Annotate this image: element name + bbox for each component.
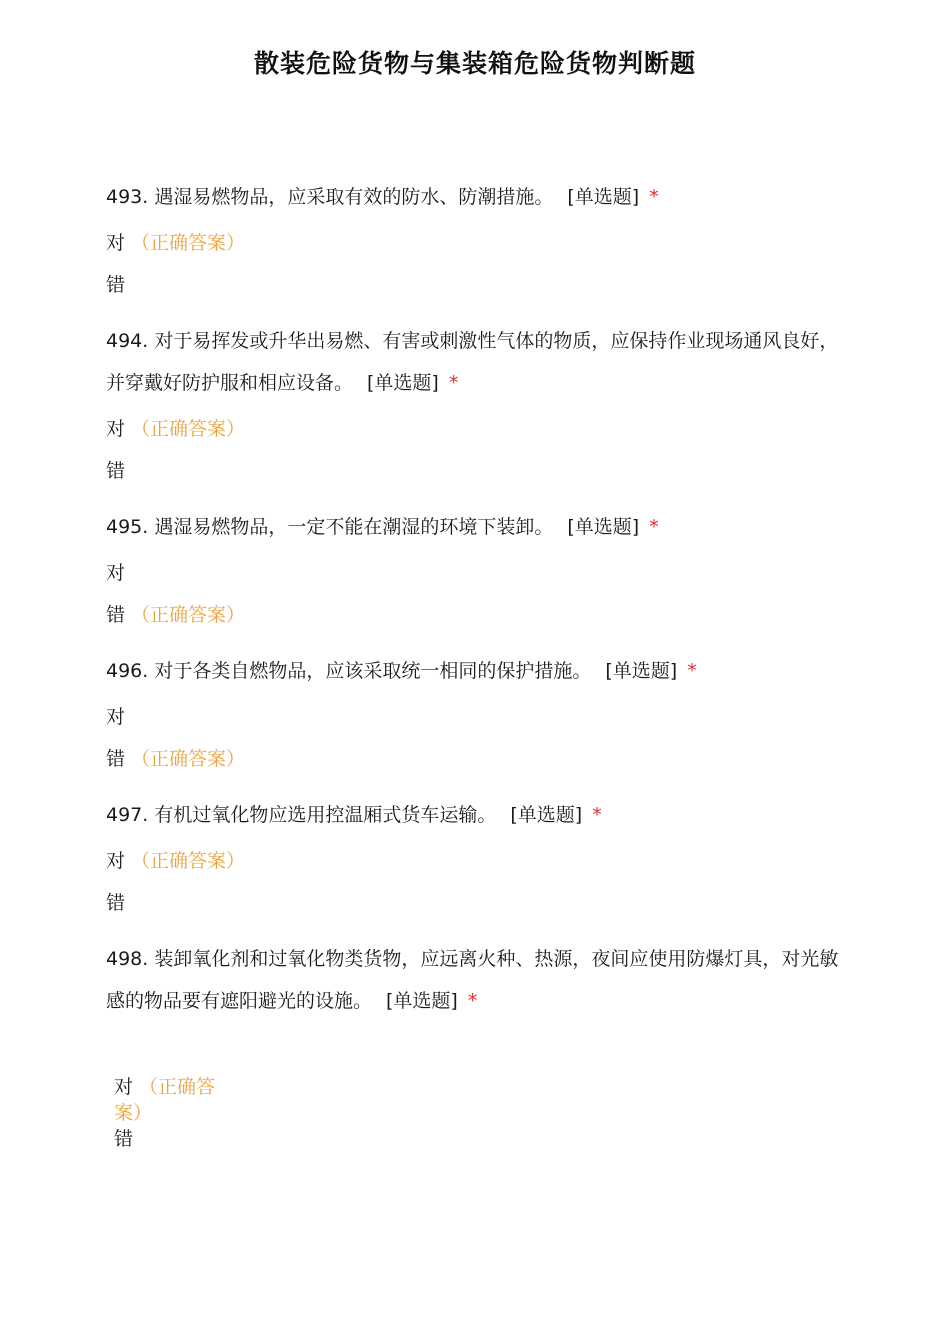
option-label: 对 xyxy=(106,706,126,728)
question-text-row xyxy=(106,650,851,692)
options-list xyxy=(114,1074,232,1152)
question-text-row xyxy=(106,794,851,836)
question-item xyxy=(106,176,851,306)
option-label: 对 xyxy=(106,850,126,872)
question-item xyxy=(106,650,851,780)
options-list xyxy=(106,696,851,780)
required-mark: * xyxy=(592,804,602,826)
correct-answer-tag: （正确答案） xyxy=(131,418,246,440)
option-label: 错 xyxy=(106,274,126,296)
question-type-label: [单选题] xyxy=(605,660,678,682)
question-item xyxy=(106,320,851,492)
option-true xyxy=(114,1074,232,1126)
option-true xyxy=(106,552,851,594)
option-label: 对 xyxy=(106,232,126,254)
option-false xyxy=(114,1126,232,1152)
question-type-label: [单选题] xyxy=(386,990,458,1012)
option-label: 错 xyxy=(106,748,126,770)
option-true xyxy=(106,408,851,450)
option-false xyxy=(106,264,851,306)
question-text: 495. 遇湿易燃物品，一定不能在潮湿的环境下装卸。 xyxy=(106,516,554,538)
question-type-label: [单选题] xyxy=(567,516,640,538)
required-mark: * xyxy=(448,372,459,394)
document-title: 散装危险货物与集装箱危险货物判断题 xyxy=(253,49,696,78)
option-label: 错 xyxy=(106,604,126,626)
option-label: 对 xyxy=(114,1076,134,1098)
question-type-label: [单选题] xyxy=(567,186,640,208)
question-type-label: [单选题] xyxy=(367,372,439,394)
options-list xyxy=(106,408,851,492)
option-label: 对 xyxy=(106,562,126,584)
question-text-row xyxy=(106,938,851,1022)
question-text: 498. 装卸氧化剂和过氧化物类货物，应远离火种、热源，夜间应使用防爆灯具，对光敏感的物品要有遮阳避光的设施。 xyxy=(106,948,839,1012)
option-false xyxy=(106,738,851,780)
question-item xyxy=(106,938,851,1022)
required-mark: * xyxy=(649,186,659,208)
correct-answer-tag: （正确答案） xyxy=(131,850,246,872)
option-label: 错 xyxy=(106,460,126,482)
options-list xyxy=(106,222,851,306)
required-mark: * xyxy=(687,660,697,682)
option-false xyxy=(106,594,851,636)
question-text-row xyxy=(106,506,851,548)
option-false xyxy=(106,882,851,924)
question-text: 493. 遇湿易燃物品，应采取有效的防水、防潮措施。 xyxy=(106,186,554,208)
options-list xyxy=(106,840,851,924)
option-true xyxy=(106,840,851,882)
question-list xyxy=(106,176,851,1022)
question-text-row xyxy=(106,176,851,218)
question-text: 497. 有机过氧化物应选用控温厢式货车运输。 xyxy=(106,804,497,826)
correct-answer-tag: （正确答案） xyxy=(131,604,246,626)
correct-answer-tag: （正确答案） xyxy=(131,748,246,770)
required-mark: * xyxy=(467,990,478,1012)
question-item xyxy=(106,794,851,924)
question-type-label: [单选题] xyxy=(510,804,583,826)
options-list xyxy=(106,552,851,636)
option-true xyxy=(106,696,851,738)
question-item xyxy=(106,506,851,636)
question-text: 494. 对于易挥发或升华出易燃、有害或刺激性气体的物质，应保持作业现场通风良好，并穿戴好防护服和相应设备。 xyxy=(106,330,839,394)
required-mark: * xyxy=(649,516,659,538)
option-true xyxy=(106,222,851,264)
correct-answer-tag: （正确答案） xyxy=(131,232,246,254)
option-label: 对 xyxy=(106,418,126,440)
correct-answer-tag: （正确答案） xyxy=(114,1076,216,1124)
option-label: 错 xyxy=(114,1128,134,1150)
question-text: 496. 对于各类自燃物品，应该采取统一相同的保护措施。 xyxy=(106,660,592,682)
option-label: 错 xyxy=(106,892,126,914)
question-text-row xyxy=(106,320,851,404)
option-false xyxy=(106,450,851,492)
